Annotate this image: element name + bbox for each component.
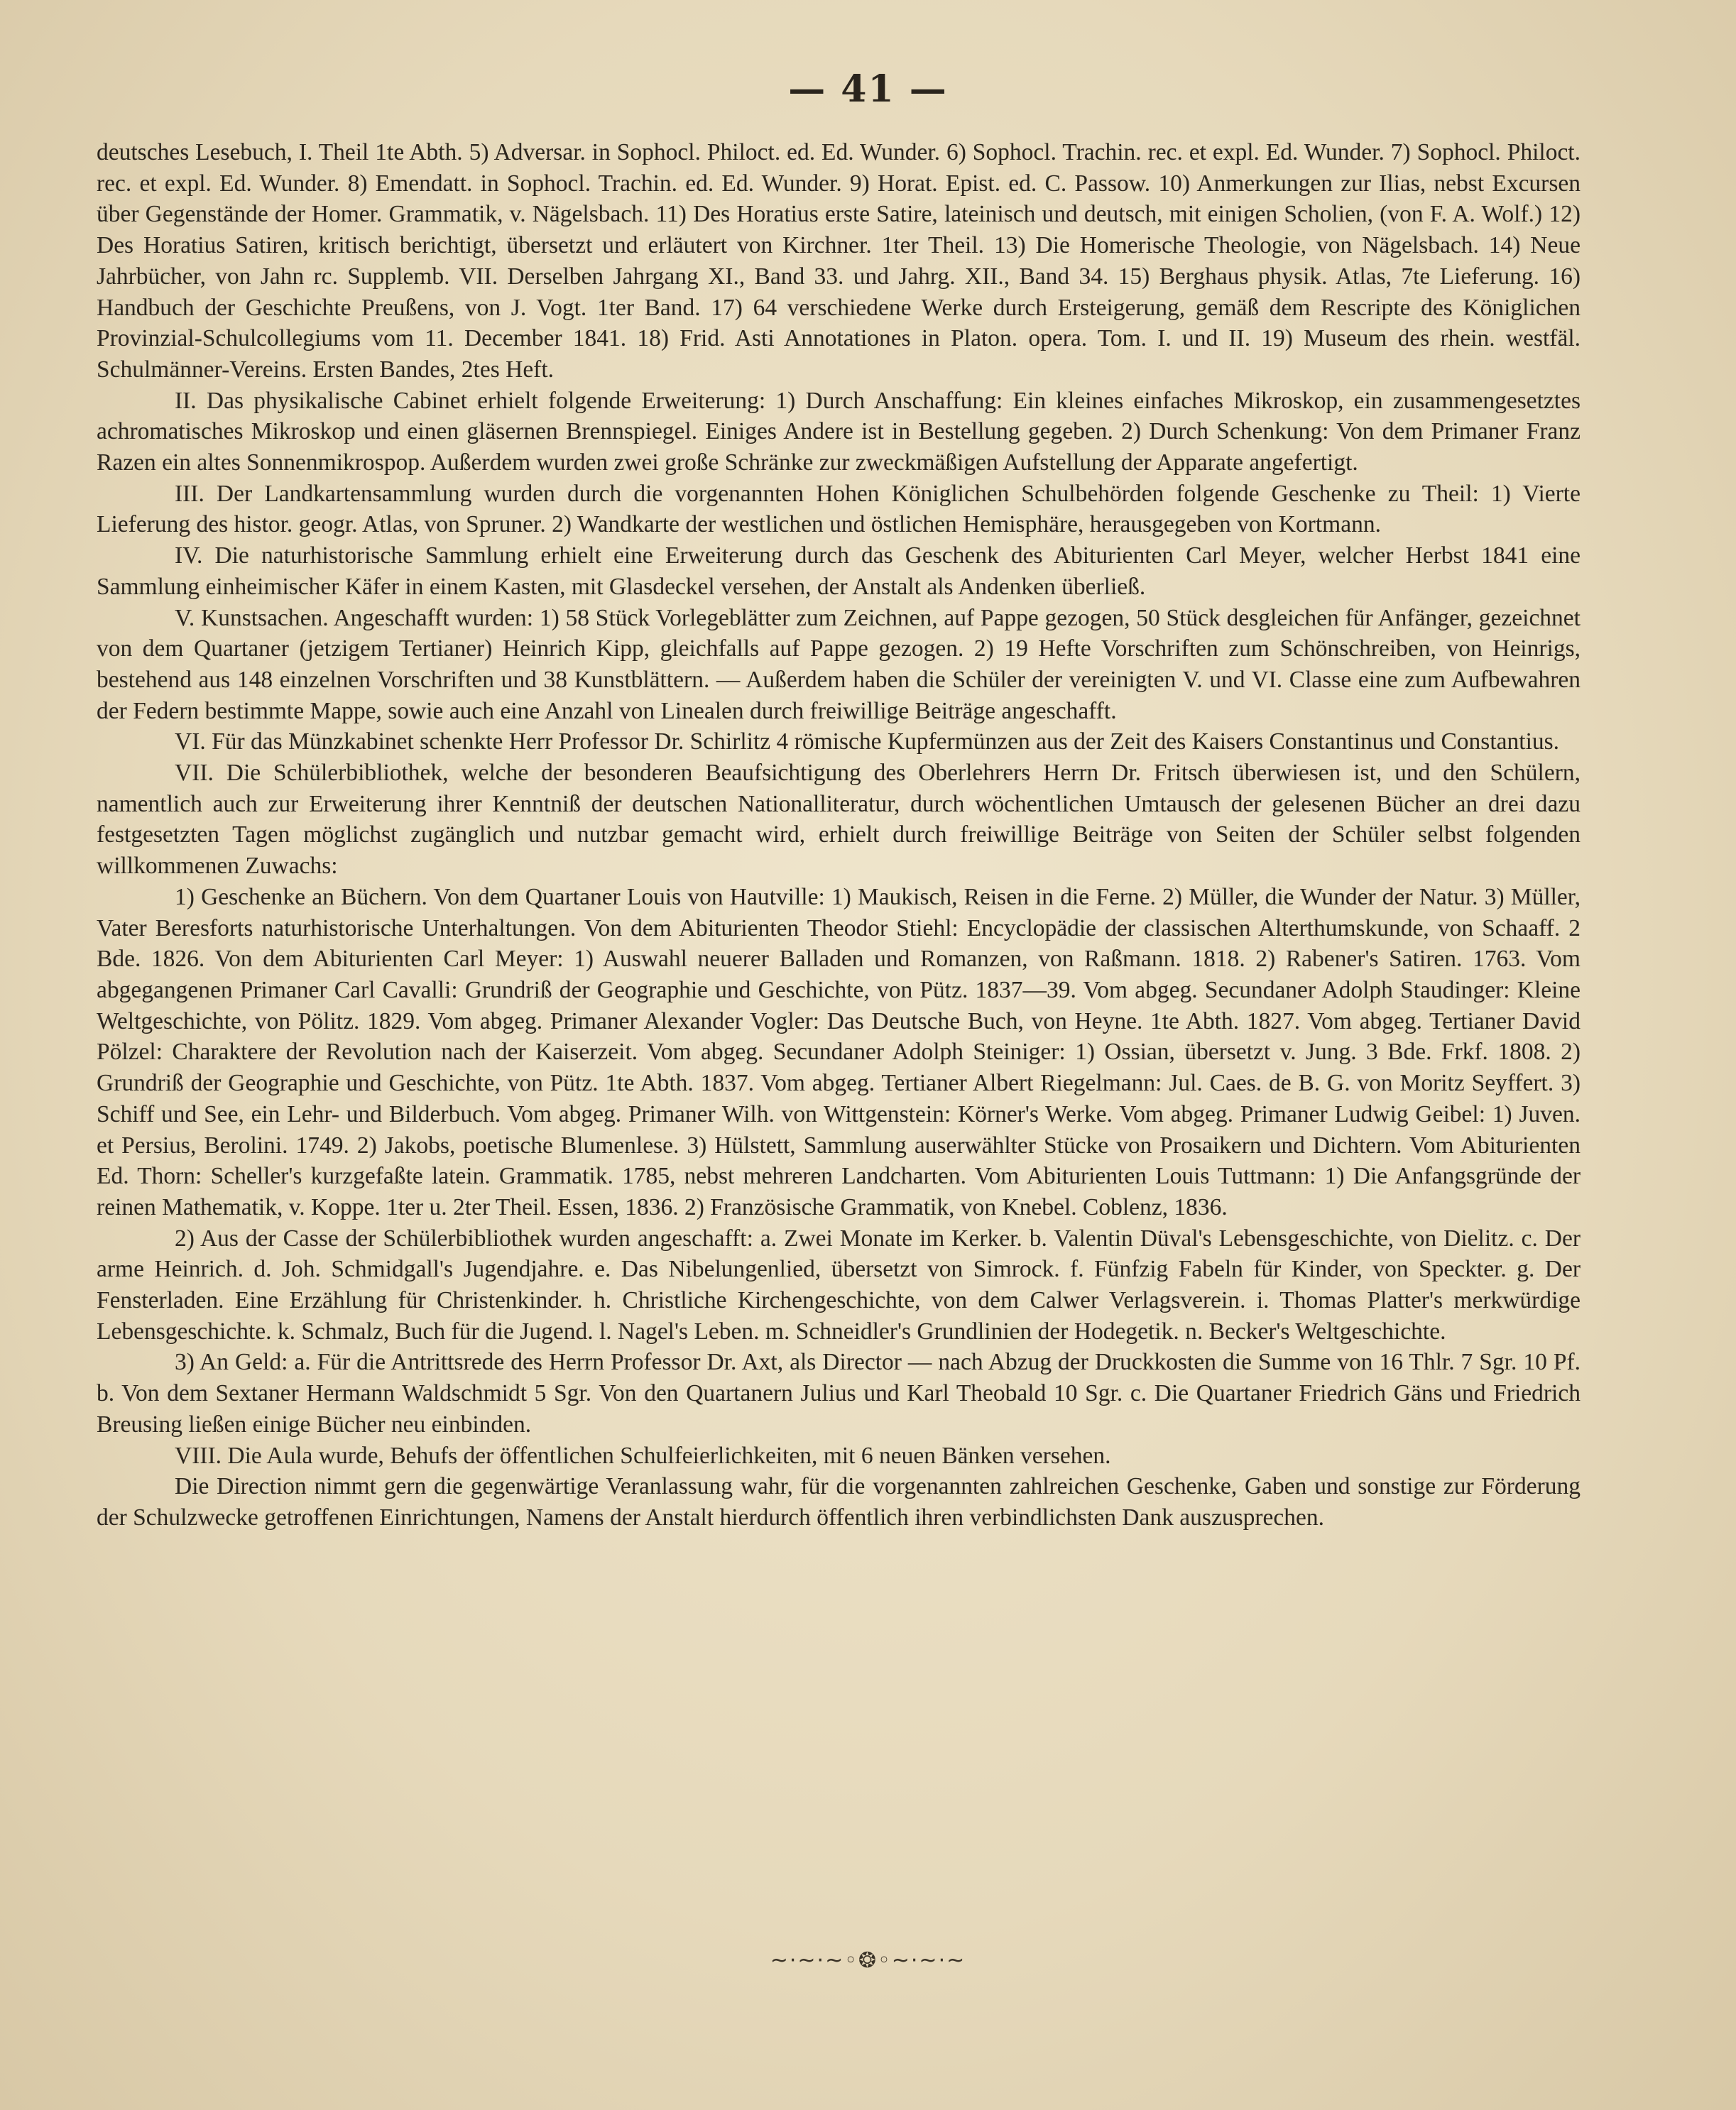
paragraph-natural-history: IV. Die naturhistorische Sammlung erhielt eine Erweiterung durch das Geschenk des Abiturienten Carl Meyer, welcher Herbst 1841 eine Sammlung einheimischer Käfer in einem Kasten, mit Glasdeckel versehen, der Anstalt als Andenken überließ. [97,542,1581,600]
paragraph-aula: VIII. Die Aula wurde, Behufs der öffentlichen Schulfeierlichkeiten, mit 6 neuen Bänken versehen. [175,1442,1111,1469]
paragraph-thanks: Die Direction nimmt gern die gegenwärtige Veranlassung wahr, für die vorgenannten zahlreichen Geschenke, Gaben und sonstige zur Förderung der Schulzwecke getroffenen Einrichtungen, Namens der Anstalt hierdurch öffentlich ihren verbindlichsten Dank auszusprechen. [97,1473,1581,1531]
ornament-divider: ~·~·~◦❂◦~·~·~ [770,1948,966,1973]
body-text [97,137,1581,1534]
paragraph-book-gifts: 1) Geschenke an Büchern. Von dem Quartaner Louis von Hautville: 1) Maukisch, Reisen in die Ferne. 2) Müller, die Wunder der Natur. 3) Müller, Vater Beresforts naturhistorische Unterhaltungen. Von dem Abiturienten Theodor Stiehl: Encyclopädie der classischen Alterthumskunde, von Schaaff. 2 Bde. 1826. Von dem Abiturienten Carl Meyer: 1) Auswahl neuerer Balladen und Romanzen, von Raßmann. 1818. 2) Rabener's Satiren. 1763. Vom abgegangenen Primaner Carl Cavalli: Grundriß der Geographie und Geschichte, von Pütz. 1837—39. Vom abgeg. Secundaner Adolph Staudinger: Kleine Weltgeschichte, von Pölitz. 1829. Vom abgeg. Primaner Alexander Vogler: Das Deutsche Buch, von Heyne. 1te Abth. 1827. Vom abgeg. Tertianer David Pölzel: Charaktere der Revolution nach der Kaiserzeit. Vom abgeg. Secundaner Adolph Steiniger: 1) Ossian, übersetzt v. Jung. 3 Bde. Frkf. 1808. 2) Grundriß der Geographie und Geschichte, von Pütz. 1te Abth. 1837. Vom abgeg. Tertianer Albert Riegelmann: Jul. Caes. de B. G. von Moritz Seyffert. 3) Schiff und See, ein Lehr- und Bilderbuch. Vom abgeg. Primaner Wilh. von Wittgenstein: Körner's Werke. Vom abgeg. Primaner Ludwig Geibel: 1) Juven. et Persius, Berolini. 1749. 2) Jakobs, poetische Blumenlese. 3) Hülstett, Sammlung auserwählter Stücke von Prosaikern und Dichtern. Vom Abiturienten Ed. Thorn: Scheller's kurzgefaßte latein. Grammatik. 1785, nebst mehreren Landcharten. Vom Abiturienten Louis Tuttmann: 1) Die Anfangsgründe der reinen Mathematik, v. Koppe. 1ter u. 2ter Theil. Essen, 1836. 2) Französische Grammatik, von Knebel. Coblenz, 1836. [97,883,1581,1220]
paragraph-purchases: 2) Aus der Casse der Schülerbibliothek wurden angeschafft: a. Zwei Monate im Kerker. b. Valentin Düval's Lebensgeschichte, von Dielitz. c. Der arme Heinrich. d. Joh. Schmidgall's Jugendjahre. e. Das Nibelungenlied, übersetzt von Simrock. f. Fünfzig Fabeln für Kinder, von Speckter. g. Der Fensterladen. Eine Erzählung für Christenkinder. h. Christliche Kirchengeschichte, von dem Calwer Verlagsverein. i. Thomas Platter's merkwürdige Lebensgeschichte. k. Schmalz, Buch für die Jugend. l. Nagel's Leben. m. Schneidler's Grundlinien der Hodegetik. n. Becker's Weltgeschichte. [97,1225,1581,1345]
paragraph-art-objects: V. Kunstsachen. Angeschafft wurden: 1) 58 Stück Vorlegeblätter zum Zeichnen, auf Pappe gezogen, 50 Stück desgleichen für Anfänger, gezeichnet von dem Quartaner (jetzigem Tertianer) Heinrich Kipp, gleichfalls auf Pappe gezogen. 2) 19 Hefte Vorschriften zum Schönschreiben, von Heinrigs, bestehend aus 148 einzelnen Vorschriften und 38 Kunstblättern. — Außerdem haben die Schüler der vereinigten V. und VI. Classe eine zum Aufbewahren der Federn bestimmte Mappe, sowie auch eine Anzahl von Linealen durch freiwillige Beiträge angeschafft. [97,604,1581,724]
paragraph-physics-cabinet: II. Das physikalische Cabinet erhielt folgende Erweiterung: 1) Durch Anschaffung: Ein kleines einfaches Mikroskop, ein zusammengesetztes achromatisches Mikroskop und einen gläsernen Brennspiegel. Einiges Andere ist in Bestellung gegeben. 2) Durch Schenkung: Von dem Primaner Franz Razen ein altes Sonnenmikrospop. Außerdem wurden zwei große Schränke zur zweckmäßigen Aufstellung der Apparate angefertigt. [97,387,1581,476]
paragraph-money: 3) An Geld: a. Für die Antrittsrede des Herrn Professor Dr. Axt, als Director — nach Abzug der Druckkosten die Summe von 16 Thlr. 7 Sgr. 10 Pf. b. Von dem Sextaner Hermann Waldschmidt 5 Sgr. Von den Quartanern Julius und Karl Theobald 10 Sgr. c. Die Quartaner Friedrich Gäns und Friedrich Breusing ließen einige Bücher neu einbinden. [97,1349,1581,1438]
paragraph-map-collection: III. Der Landkartensammlung wurden durch die vorgenannten Hohen Königlichen Schulbehörden folgende Geschenke zu Theil: 1) Vierte Lieferung des histor. geogr. Atlas, von Spruner. 2) Wandkarte der westlichen und östlichen Hemisphäre, herausgegeben von Kortmann. [97,480,1581,538]
paragraph-coin-cabinet: VI. Für das Münzkabinet schenkte Herr Professor Dr. Schirlitz 4 römische Kupfermünzen aus der Zeit des Kaisers Constantinus und Constantius. [175,728,1560,755]
paragraph-library-continuation: deutsches Lesebuch, I. Theil 1te Abth. 5) Adversar. in Sophocl. Philoct. ed. Ed. Wunder. 6) Sophocl. Trachin. rec. et expl. Ed. Wunder. 7) Sophocl. Philoct. rec. et expl. Ed. Wunder. 8) Emendatt. in Sophocl. Trachin. ed. Ed. Wunder. 9) Horat. Epist. ed. C. Passow. 10) Anmerkungen zur Ilias, nebst Excursen über Gegenstände der Homer. Grammatik, v. Nägelsbach. 11) Des Horatius erste Satire, lateinisch und deutsch, mit einigen Scholien, (von F. A. Wolf.) 12) Des Horatius Satiren, kritisch berichtigt, übersetzt und erläutert von Kirchner. 1ter Theil. 13) Die Homerische Theologie, von Nägelsbach. 14) Neue Jahrbücher, von Jahn rc. Supplemb. VII. Derselben Jahrgang XI., Band 33. und Jahrg. XII., Band 34. 15) Berghaus physik. Atlas, 7te Lieferung. 16) Handbuch der Geschichte Preußens, von J. Vogt. 1ter Band. 17) 64 verschiedene Werke durch Ersteigerung, gemäß dem Rescripte des Königlichen Provinzial-Schulcollegiums vom 11. December 1841. 18) Frid. Asti Annotationes in Platon. opera. Tom. I. und II. 19) Museum des rhein. westfäl. Schulmänner-Vereins. Ersten Bandes, 2tes Heft. [97,139,1581,383]
paragraph-student-library: VII. Die Schülerbibliothek, welche der besonderen Beaufsichtigung des Oberlehrers Herrn Dr. Fritsch überwiesen ist, und den Schülern, namentlich auch zur Erweiterung ihrer Kenntniß der deutschen Nationalliteratur, durch wöchentlichen Umtausch der gelesenen Bücher an drei dazu festgesetzten Tagen möglichst zugänglich und nutzbar gemacht wird, erhielt durch freiwillige Beiträge von Seiten der Schüler selbst folgenden willkommenen Zuwachs: [97,760,1581,880]
page-number: — 41 — [788,67,948,111]
